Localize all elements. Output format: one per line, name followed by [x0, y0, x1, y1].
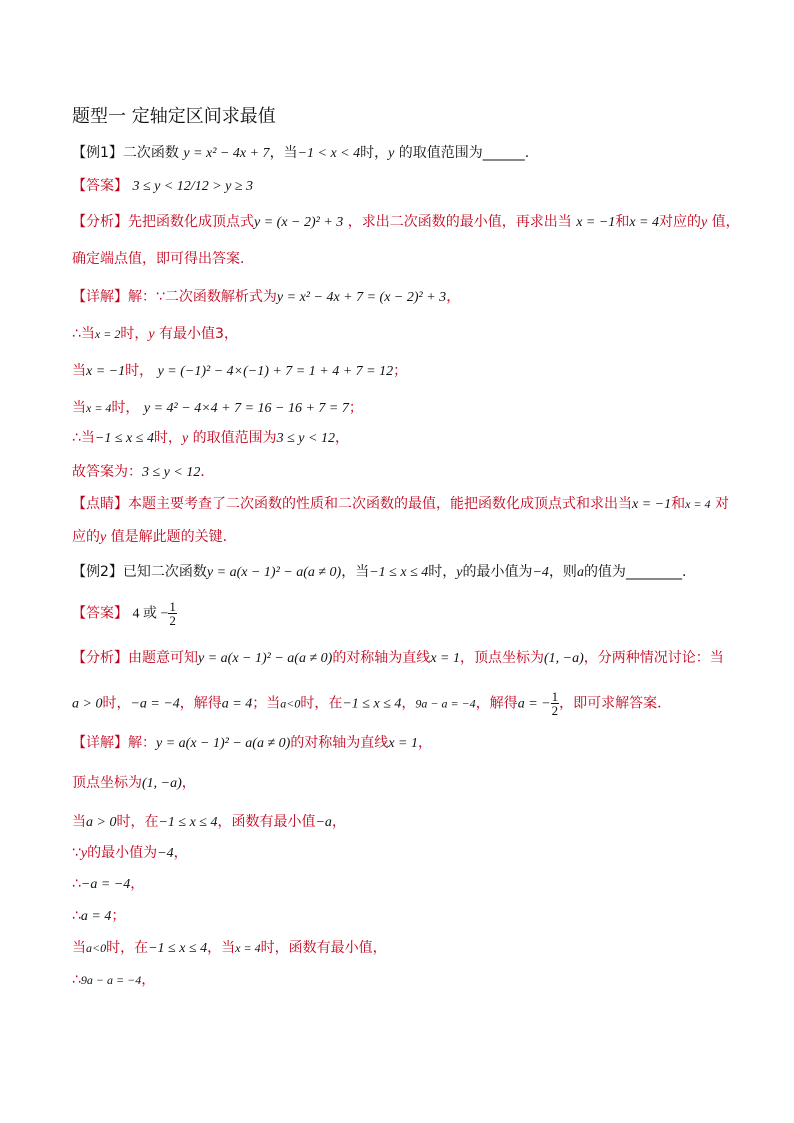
- text: 有最小值3，: [159, 326, 238, 342]
- example2-detail-line3: [72, 812, 346, 833]
- text: 的取值范围为: [192, 430, 277, 446]
- text: ，当: [207, 940, 236, 956]
- text: ，: [181, 775, 196, 791]
- formula: y = (−1)² − 4×(−1) + 7 = 1 + 4 + 7 = 12: [157, 364, 394, 379]
- text: ∵: [72, 845, 81, 861]
- formula: −a: [315, 815, 332, 830]
- denominator: 2: [169, 613, 176, 628]
- text: ∴: [72, 972, 81, 988]
- text: 二次函数: [122, 145, 179, 161]
- text: 时，: [125, 363, 154, 379]
- var: y: [700, 215, 708, 230]
- formula: x = 4: [86, 401, 112, 415]
- formula: 9a − a = −4: [80, 973, 142, 987]
- text: ，解得: [179, 695, 222, 712]
- example1-detail-line6: [72, 462, 214, 483]
- text: ，当: [341, 564, 370, 580]
- numerator: 1: [551, 689, 559, 704]
- formula: x = 1: [430, 651, 460, 666]
- text: 顶点坐标为: [72, 775, 142, 791]
- analysis-tag: 【分析】: [72, 650, 128, 666]
- formula: a > 0: [86, 815, 117, 830]
- formula: −a = −4: [130, 696, 180, 712]
- formula: −1 ≤ x ≤ 4: [342, 696, 402, 712]
- text: 时，: [111, 400, 140, 416]
- text: 故答案为：: [72, 464, 142, 480]
- answer-value: 3 ≤ y < 12/12 > y ≥ 3: [132, 179, 254, 194]
- text: 时，在: [116, 814, 159, 830]
- detail-tag: 【详解】: [72, 735, 128, 751]
- example2-detail-line5: [72, 874, 144, 895]
- example1-detail-line3: [72, 361, 407, 382]
- example1-analysis-line1: [72, 212, 740, 233]
- var: y: [80, 846, 88, 861]
- text: ，求出二次函数的最小值，再求出当: [347, 214, 572, 230]
- text: ；: [348, 400, 363, 416]
- example2-question: [72, 562, 686, 583]
- formula: y = a(x − 1)² − a(a ≠ 0): [198, 651, 333, 666]
- example1-answer: [72, 176, 253, 197]
- formula: a = −: [517, 696, 551, 712]
- example2-detail-line8: [72, 970, 155, 990]
- example2-answer: [72, 600, 177, 627]
- formula: y = (x − 2)² + 3: [254, 215, 344, 230]
- formula: (1, −a): [543, 651, 584, 666]
- text: ∴当: [72, 326, 95, 342]
- formula: −a = −4: [80, 877, 131, 892]
- text: ，当: [269, 145, 298, 161]
- detail-tag: 【详解】: [72, 289, 128, 305]
- example2-detail-line2: [72, 773, 196, 794]
- example1-comment-line2: [72, 527, 237, 548]
- text: ∴: [72, 876, 81, 892]
- formula: x = 4: [685, 497, 711, 511]
- text: 时，: [102, 695, 131, 712]
- var: y: [388, 146, 395, 161]
- text: 对应的: [658, 214, 701, 230]
- example1-detail-line1: [72, 287, 460, 308]
- text: 的最小值为: [462, 564, 533, 580]
- formula: (1, −a): [142, 776, 182, 791]
- formula: 9a − a = −4: [415, 696, 476, 711]
- text: 时，: [120, 326, 149, 342]
- numerator: 1: [169, 599, 176, 614]
- example2-detail-line6: [72, 906, 125, 927]
- text: ，: [173, 845, 188, 861]
- example1-analysis-line2: 确定端点值，即可得出答案．: [72, 251, 254, 267]
- text: ，: [401, 695, 416, 712]
- formula: a<0: [280, 696, 301, 711]
- text: ；: [393, 363, 408, 379]
- var: y: [456, 565, 463, 580]
- text: ．: [200, 464, 215, 480]
- formula: y = x² − 4x + 7 = (x − 2)² + 3: [276, 290, 447, 305]
- answer-blank: ______.: [482, 145, 530, 161]
- formula: x = −1: [86, 364, 126, 379]
- answer-tag: 【答案】: [72, 605, 128, 622]
- text: 先把函数化成顶点式: [128, 214, 254, 230]
- text: 由题意可知: [128, 650, 198, 666]
- example2-detail-line1: [72, 733, 432, 754]
- answer-blank: ________.: [625, 564, 687, 580]
- text: ，则: [548, 564, 577, 580]
- text: 当: [72, 940, 86, 956]
- example2-detail-line7: [72, 938, 387, 959]
- formula: x = −1: [632, 497, 672, 512]
- value: −4: [532, 565, 549, 580]
- text: 时，函数有最小值，: [260, 940, 387, 956]
- formula: a > 0: [72, 696, 103, 712]
- text: 的对称轴为直线: [290, 735, 389, 751]
- text: 解：: [128, 735, 156, 751]
- text: 已知二次函数: [122, 564, 207, 580]
- analysis-tag: 【分析】: [72, 214, 128, 230]
- formula: y = a(x − 1)² − a(a ≠ 0): [156, 736, 291, 751]
- text: ；当: [252, 695, 281, 712]
- text: ，: [334, 430, 349, 446]
- formula: a = 4: [80, 909, 112, 924]
- text: ∴: [72, 908, 81, 924]
- text: ，即可求解答案．: [559, 695, 672, 712]
- var: y: [148, 327, 155, 342]
- var: a: [576, 565, 584, 580]
- formula: 3 ≤ y < 12: [142, 465, 201, 480]
- text: 当: [72, 400, 86, 416]
- text: 当: [72, 363, 86, 379]
- formula: x = −1: [576, 215, 616, 230]
- text: 值，: [711, 214, 740, 230]
- text: 的最小值为: [87, 845, 158, 861]
- answer-tag: 【答案】: [72, 178, 128, 194]
- text: ∴当: [72, 430, 95, 446]
- example2-analysis-line2: [72, 690, 671, 717]
- text: 的值为: [583, 564, 626, 580]
- text: ，函数有最小值: [217, 814, 316, 830]
- text: 的取值范围为: [398, 145, 483, 161]
- text: ，: [331, 814, 346, 830]
- text: 应的: [72, 529, 100, 545]
- range: −1 < x < 4: [297, 146, 361, 161]
- text: 时，: [428, 564, 457, 580]
- fraction: [168, 600, 177, 627]
- formula: x = 4: [629, 215, 659, 230]
- text: ；: [111, 908, 126, 924]
- answer-value: 4 或 −: [132, 606, 169, 622]
- formula: x = 2: [94, 327, 121, 341]
- text: ，: [141, 972, 156, 988]
- formula: −1 ≤ x ≤ 4: [158, 815, 218, 830]
- formula: −1 ≤ x ≤ 4: [94, 431, 154, 446]
- text: 解：∵二次函数解析式为: [128, 289, 277, 305]
- formula: y = x² − 4x + 7: [183, 146, 270, 161]
- text: ，: [417, 735, 432, 751]
- formula: x = 1: [388, 736, 418, 751]
- formula: −1 ≤ x ≤ 4: [148, 941, 208, 956]
- text: ，顶点坐标为: [459, 650, 544, 666]
- example1-detail-line5: [72, 428, 349, 449]
- var: y: [181, 431, 189, 446]
- formula: −4: [157, 846, 174, 861]
- example1-question: [72, 143, 529, 164]
- text: ，: [446, 289, 461, 305]
- text: 时，在: [106, 940, 149, 956]
- text: ，分两种情况讨论：当: [583, 650, 724, 666]
- var: y: [100, 530, 107, 545]
- text: 和: [671, 496, 686, 512]
- text: 当: [72, 814, 86, 830]
- text: 的对称轴为直线: [332, 650, 431, 666]
- text: ，解得: [475, 695, 518, 712]
- text: 时，: [360, 145, 389, 161]
- fraction: [551, 690, 560, 717]
- formula: y = 4² − 4×4 + 7 = 16 − 16 + 7 = 7: [143, 401, 349, 416]
- formula: x = 4: [235, 941, 261, 955]
- formula: a<0: [86, 941, 107, 955]
- text: 时，: [153, 430, 182, 446]
- text: ，: [130, 876, 145, 892]
- formula: a = 4: [221, 696, 253, 712]
- example1-tag: 【例1】: [72, 145, 123, 161]
- formula: 3 ≤ y < 12: [276, 431, 335, 446]
- text: 和: [615, 214, 630, 230]
- formula: y = a(x − 1)² − a(a ≠ 0): [206, 565, 342, 580]
- text: 值是解此题的关键．: [110, 529, 237, 545]
- example2-tag: 【例2】: [72, 564, 123, 580]
- example1-detail-line4: [72, 398, 363, 419]
- example2-detail-line4: [72, 843, 188, 864]
- example1-detail-line2: [72, 324, 238, 345]
- section-title: 题型一 定轴定区间求最值: [72, 106, 276, 127]
- range: −1 ≤ x ≤ 4: [369, 565, 429, 580]
- denominator: 2: [551, 703, 559, 718]
- text: 对: [715, 496, 729, 512]
- comment-tag: 【点睛】: [72, 496, 128, 512]
- example2-analysis-line1: [72, 648, 724, 669]
- text: 时，在: [300, 695, 343, 712]
- text: 本题主要考查了二次函数的性质和二次函数的最值，能把函数化成顶点式和求出当: [128, 496, 632, 512]
- example1-comment-line1: [72, 494, 729, 515]
